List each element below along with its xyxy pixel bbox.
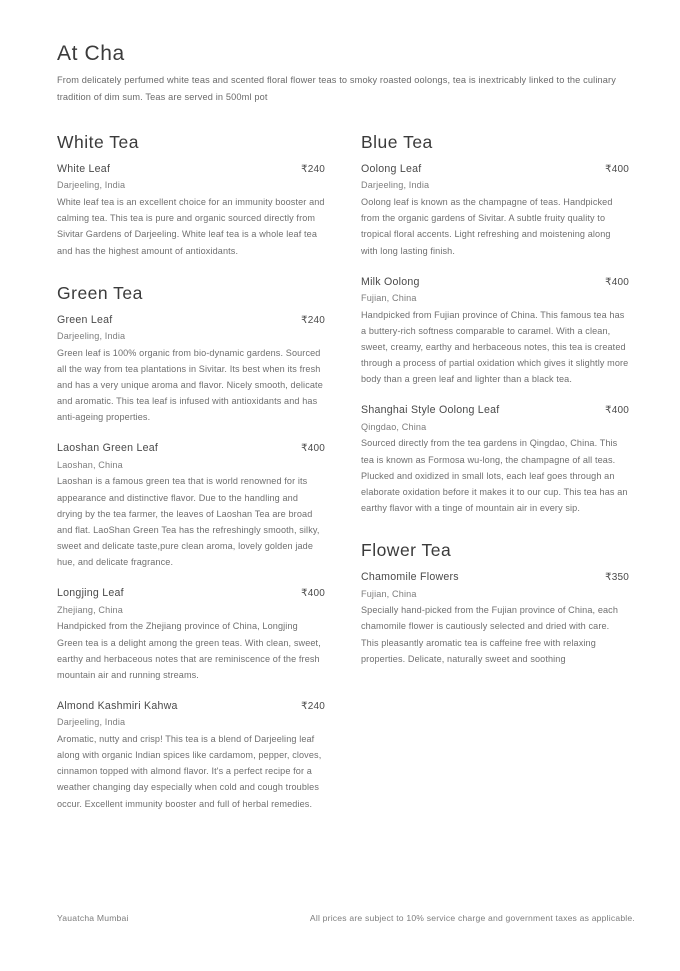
menu-item: [361, 403, 629, 516]
page-title: At Cha: [57, 42, 125, 65]
menu-item-description: Green leaf is 100% organic from bio-dynamic gardens. Sourced all the way from tea plantations in Sivitar. Its best when its fresh and has a very unique aroma and flavor. Nicely smooth, delicate and aromatic. This tea leaf is infused with antioxidants and has anti-ageing properties.: [57, 347, 323, 423]
menu-item: [57, 313, 325, 426]
menu-item: [361, 570, 629, 667]
menu-item: [57, 441, 325, 570]
menu-intro-text: From delicately perfumed white teas and scented floral flower teas to smoky roasted oolongs, tea is inextricably linked to the culinary tradition of dim sum. Teas are served in 500ml pot: [57, 75, 617, 103]
menu-columns: [57, 132, 635, 816]
menu-item-description: White leaf tea is an excellent choice for an immunity booster and calming tea. This tea is pure and organic sourced directly from Sivitar Gardens of Darjeeling. White leaf tea is a whole leaf tea and has the highest amount of antioxidants.: [57, 197, 325, 256]
menu-item-name: Chamomile Flowers: [361, 571, 459, 584]
footer-venue: Yauatcha Mumbai: [57, 913, 129, 923]
menu-item-name: Shanghai Style Oolong Leaf: [361, 404, 500, 417]
menu-item: [57, 586, 325, 683]
menu-item-origin: Darjeeling, India: [57, 180, 126, 191]
menu-item-head: [57, 586, 325, 601]
menu-item: [57, 162, 325, 259]
section-flower-tea: [361, 540, 629, 667]
menu-item-price: ₹350: [605, 572, 629, 584]
menu-item-origin: Qingdao, China: [361, 421, 427, 432]
menu-item-head: [361, 403, 629, 418]
menu-item-name: White Leaf: [57, 163, 111, 176]
menu-item-name: Almond Kashmiri Kahwa: [57, 700, 178, 713]
menu-footer: [57, 913, 635, 923]
section-green-tea: [57, 283, 325, 812]
section-title-flower-tea: Flower Tea: [361, 540, 452, 561]
menu-item-head: [57, 162, 325, 177]
menu-item-origin: Fujian, China: [361, 293, 417, 304]
menu-column-left: [57, 132, 325, 816]
menu-item: [361, 275, 629, 388]
menu-item-origin: Darjeeling, India: [57, 717, 126, 728]
menu-item-price: ₹400: [605, 164, 629, 176]
menu-item-description: Oolong leaf is known as the champagne of teas. Handpicked from the organic gardens of Sivitar. A subtle fruity quality to tropical floral accents. Light refreshing and moistening along with long lasting finish.: [361, 197, 613, 256]
section-title-green-tea: Green Tea: [57, 282, 143, 303]
section-white-tea: [57, 132, 325, 259]
section-blue-tea: [361, 132, 629, 516]
menu-item-description: Handpicked from Fujian province of China. This famous tea has a buttery-rich softness comparable to caramel. With a clean, sweet, creamy, earthy and herbaceous notes, this tea is created through a process of partial oxidation which gives it slightly more body than a green leaf and lighter than a black tea.: [361, 309, 629, 385]
menu-item-description: Aromatic, nutty and crisp! This tea is a blend of Darjeeling leaf along with organic Indian spices like cardamom, pepper, cloves, cinnamon topped with almond flavor. It's a perfect recipe for a weather changing day especially when cold and cough troubles occur. Excellent immunity booster and full of herbal remedies.: [57, 733, 322, 809]
menu-item-price: ₹400: [301, 588, 325, 600]
footer-disclaimer: All prices are subject to 10% service charge and government taxes as applicable.: [309, 913, 635, 923]
section-title-white-tea: White Tea: [57, 132, 139, 153]
menu-item-name: Oolong Leaf: [361, 163, 422, 176]
menu-column-right: [361, 132, 629, 671]
menu-item-head: [361, 570, 629, 585]
menu-item-head: [57, 441, 325, 456]
menu-item-origin: Zhejiang, China: [57, 604, 123, 615]
menu-item-origin: Fujian, China: [361, 588, 417, 599]
menu-item-price: ₹400: [605, 276, 629, 288]
menu-item-description: Handpicked from the Zhejiang province of China, Longjing Green tea is a delight among the green teas. With clean, sweet, earthy and herbaceous notes that are reminiscence of the fresh mountain air and running streams.: [57, 621, 321, 680]
menu-item-head: [57, 313, 325, 328]
menu-item-name: Milk Oolong: [361, 275, 420, 288]
menu-item-name: Green Leaf: [57, 313, 113, 326]
menu-item-name: Laoshan Green Leaf: [57, 442, 159, 455]
menu-item-price: ₹240: [301, 701, 325, 713]
menu-item-price: ₹240: [301, 164, 325, 176]
section-title-blue-tea: Blue Tea: [361, 132, 433, 153]
menu-item-name: Longjing Leaf: [57, 587, 124, 600]
menu-item-price: ₹400: [301, 443, 325, 455]
menu-item: [361, 162, 629, 259]
menu-item-origin: Darjeeling, India: [361, 180, 430, 191]
menu-item: [57, 699, 325, 812]
menu-item-head: [57, 699, 325, 714]
menu-item-price: ₹400: [605, 405, 629, 417]
menu-item-description: Laoshan is a famous green tea that is world renowned for its appearance and distinctive flavor. Due to the handling and drying by the tea farmer, the leaves of Laoshan Tea are broad and flat. LaoShan Green Tea has the refreshingly smooth, silky, sweet and delicate taste,pure clean aroma, lovely golden jade hue, and delicate fragrance.: [57, 476, 320, 568]
menu-item-description: Specially hand-picked from the Fujian province of China, each chamomile flower is cautiously selected and dried with care. This pleasantly aromatic tea is caffeine free with relaxing properties. Delicate, naturally sweet and soothing: [361, 605, 619, 664]
menu-item-head: [361, 275, 629, 290]
menu-masthead: [57, 42, 635, 106]
menu-item-head: [361, 162, 629, 177]
menu-item-price: ₹240: [301, 314, 325, 326]
menu-item-origin: Darjeeling, India: [57, 331, 126, 342]
menu-item-origin: Laoshan, China: [57, 459, 123, 470]
menu-item-description: Sourced directly from the tea gardens in Qingdao, China. This tea is known as Formosa wu-long, the champagne of all teas. Plucked and oxidized in small lots, each leaf goes through an elaborate oxidation before it makes it to our cup. This tea has an earthy flavor with a tinge of mountain air in every sip.: [361, 438, 628, 514]
